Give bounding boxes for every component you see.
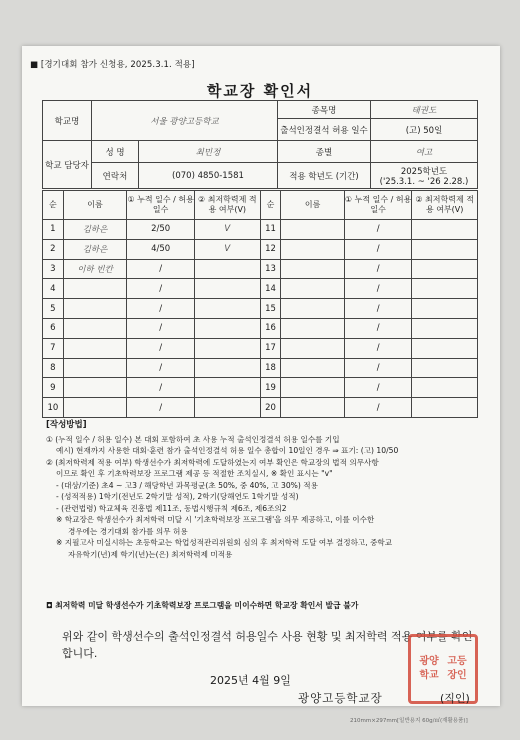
student-row xyxy=(43,259,478,279)
student-name xyxy=(281,239,345,259)
event-value: 태권도 xyxy=(371,101,478,119)
row-number: 11 xyxy=(260,220,281,240)
min-achievement-check xyxy=(195,279,261,299)
student-row xyxy=(43,279,478,299)
days-used: / xyxy=(344,398,411,418)
min-achievement-check xyxy=(412,259,478,279)
min-achievement-check xyxy=(195,338,261,358)
contact-value: (070) 4850-1581 xyxy=(139,163,278,189)
form-header-label: ■ [경기대회 참가 신청용, 2025.3.1. 적용] xyxy=(30,60,195,70)
row-number: 20 xyxy=(260,398,281,418)
note-line: ① (누적 일수 / 허용 일수) 본 대회 포함하여 초 사용 누적 출석인정결석 허용 일수를 기입 xyxy=(46,434,340,444)
note-line: ② (최저학력제 적용 여부) 학생선수가 최저학력에 도달하였는지 여부 확인은 학교장의 법적 의무사항 xyxy=(46,457,379,467)
year-label: 적용 학년도 (기간) xyxy=(278,163,371,189)
header-no-right: 순 xyxy=(260,191,281,220)
student-row xyxy=(43,299,478,319)
note-line: - (성적적용) 1학기(전년도 2학기말 성적), 2학기(당해연도 1학기말 성적) xyxy=(56,492,299,501)
header-days-left: ① 누적 일수 / 허용 일수 xyxy=(127,191,195,220)
student-name xyxy=(63,398,127,418)
days-used: / xyxy=(344,259,411,279)
student-name xyxy=(63,338,127,358)
student-name: 김하은 xyxy=(63,220,127,240)
note-line: ※ 지필고사 미실시하는 초등학교는 학업성적관리위원회 심의 후 최저학력 도달 여부 결정하고, 중학교 xyxy=(56,538,393,547)
year-cell xyxy=(371,163,478,189)
header-min-right: ② 최저학력제 적용 여부(V) xyxy=(412,191,478,220)
days-used: / xyxy=(127,398,195,418)
student-table-header xyxy=(43,191,478,220)
name-value: 최민정 xyxy=(139,141,278,163)
min-achievement-check xyxy=(195,318,261,338)
year-period: ('25.3.1. ~ '26 2.28.) xyxy=(379,176,469,187)
days-used: / xyxy=(127,279,195,299)
school-principal-name: 광양고등학교장 xyxy=(298,691,383,705)
student-name xyxy=(281,378,345,398)
row-number: 12 xyxy=(260,239,281,259)
allow-days-label: 출석인정결석 허용 일수 xyxy=(278,119,371,141)
note-line: ※ 학교장은 학생선수가 최저학력 미달 시 '기초학력보장 프로그램'을 의무 제공하고, 이를 이수한 xyxy=(56,515,375,524)
row-number: 16 xyxy=(260,318,281,338)
row-number: 9 xyxy=(43,378,64,398)
min-achievement-check xyxy=(195,358,261,378)
row-number: 13 xyxy=(260,259,281,279)
instructions-section xyxy=(46,420,476,560)
student-name xyxy=(63,279,127,299)
student-row xyxy=(43,378,478,398)
row-number: 15 xyxy=(260,299,281,319)
year-value: 2025학년도 xyxy=(400,166,448,177)
min-achievement-check xyxy=(195,299,261,319)
school-info-table xyxy=(42,100,478,189)
min-achievement-check xyxy=(195,398,261,418)
min-achievement-check xyxy=(412,398,478,418)
min-achievement-check: V xyxy=(195,239,261,259)
min-achievement-check xyxy=(412,220,478,240)
official-seal-stamp: 광양 고등 학교 장인 xyxy=(408,634,478,704)
days-used: / xyxy=(127,259,195,279)
manager-label: 학교 담당자 xyxy=(43,141,92,189)
student-name xyxy=(281,259,345,279)
student-name xyxy=(281,279,345,299)
student-row xyxy=(43,398,478,418)
min-achievement-check: V xyxy=(195,220,261,240)
min-achievement-check xyxy=(412,299,478,319)
min-achievement-check xyxy=(412,279,478,299)
student-row xyxy=(43,220,478,240)
student-name: 김하은 xyxy=(63,239,127,259)
days-used: / xyxy=(127,378,195,398)
gender-value: 여고 xyxy=(371,141,478,163)
school-label: 학교명 xyxy=(43,101,92,141)
student-name xyxy=(281,318,345,338)
note-line: - (대상/기준) 초4 ~ 고3 / 해당학년 과목평균(초 50%, 중 40%, 고 30%) 적용 xyxy=(56,480,318,490)
student-row xyxy=(43,338,478,358)
days-used: / xyxy=(344,279,411,299)
student-name xyxy=(281,338,345,358)
days-used: / xyxy=(344,358,411,378)
days-used: / xyxy=(344,338,411,358)
note-line: - (관련법령) 학교체육 진흥법 제11조, 동법시행규칙 제6조, 제6조의2 xyxy=(56,503,287,513)
student-name xyxy=(281,398,345,418)
header-name-left: 이름 xyxy=(63,191,127,220)
school-value: 서울 광양고등학교 xyxy=(92,101,278,141)
days-used: / xyxy=(344,220,411,240)
row-number: 3 xyxy=(43,259,64,279)
row-number: 7 xyxy=(43,338,64,358)
days-used: / xyxy=(127,338,195,358)
student-name xyxy=(63,378,127,398)
seal-mark: (직인) xyxy=(440,692,470,705)
row-number: 19 xyxy=(260,378,281,398)
gender-label: 종별 xyxy=(278,141,371,163)
student-name xyxy=(281,220,345,240)
student-name xyxy=(63,358,127,378)
student-name xyxy=(63,299,127,319)
student-table xyxy=(42,190,478,418)
final-notice: ◘ 최저학력 미달 학생선수가 기초학력보장 프로그램을 미이수하면 학교장 확인서 발급 불가 xyxy=(46,601,359,610)
min-achievement-check xyxy=(195,259,261,279)
days-used: / xyxy=(344,239,411,259)
paper-size-footnote: 210mm×297mm[일반용지 60g/㎡(재활용품)] xyxy=(350,718,468,724)
instructions-heading: [작성방법] xyxy=(46,420,87,430)
row-number: 14 xyxy=(260,279,281,299)
min-achievement-check xyxy=(195,378,261,398)
days-used: 4/50 xyxy=(127,239,195,259)
confirmation-statement: 위와 같이 학생선수의 출석인정결석 허용일수 사용 현황 및 최저학력 적용 여부를 확인합니다. xyxy=(62,630,473,660)
header-name-right: 이름 xyxy=(281,191,345,220)
note-line: 자유학기(년)제 학기(년)는(은) 최저학력제 미적용 xyxy=(68,549,233,559)
row-number: 4 xyxy=(43,279,64,299)
contact-label: 연락처 xyxy=(92,163,139,189)
min-achievement-check xyxy=(412,358,478,378)
days-used: 2/50 xyxy=(127,220,195,240)
allow-days-value: (고) 50일 xyxy=(371,119,478,141)
student-row xyxy=(43,239,478,259)
row-number: 2 xyxy=(43,239,64,259)
issue-date: 2025년 4월 9일 xyxy=(210,674,291,687)
student-name xyxy=(281,358,345,378)
days-used: / xyxy=(344,299,411,319)
row-number: 10 xyxy=(43,398,64,418)
min-achievement-check xyxy=(412,318,478,338)
min-achievement-check xyxy=(412,239,478,259)
note-line: 경우에는 경기대회 참가를 의무 허용 xyxy=(68,526,188,536)
header-no-left: 순 xyxy=(43,191,64,220)
days-used: / xyxy=(344,378,411,398)
student-row xyxy=(43,318,478,338)
header-days-right: ① 누적 일수 / 허용 일수 xyxy=(344,191,411,220)
row-number: 5 xyxy=(43,299,64,319)
name-label: 성 명 xyxy=(92,141,139,163)
note-line: 예시) 현재까지 사용한 대회·훈련 참가 출석인정결석 허용 일수 총합이 10일인 경우 ⇒ 표기: (고) 10/50 xyxy=(56,446,399,455)
event-label: 종목명 xyxy=(278,101,371,119)
days-used: / xyxy=(127,318,195,338)
student-name xyxy=(63,318,127,338)
student-name: 이하 빈칸 xyxy=(63,259,127,279)
row-number: 1 xyxy=(43,220,64,240)
min-achievement-check xyxy=(412,378,478,398)
student-name xyxy=(281,299,345,319)
row-number: 8 xyxy=(43,358,64,378)
student-row xyxy=(43,358,478,378)
row-number: 17 xyxy=(260,338,281,358)
header-min-left: ② 최저학력제 적용 여부(V) xyxy=(195,191,261,220)
row-number: 18 xyxy=(260,358,281,378)
row-number: 6 xyxy=(43,318,64,338)
document-title: 학교장 확인서 xyxy=(206,82,314,100)
note-line: 이므로 확인 후 기초학력보장 프로그램 제공 등 적절한 조치실시, ※ 확인 표시는 "v" xyxy=(56,469,333,478)
days-used: / xyxy=(344,318,411,338)
min-achievement-check xyxy=(412,338,478,358)
days-used: / xyxy=(127,299,195,319)
days-used: / xyxy=(127,358,195,378)
